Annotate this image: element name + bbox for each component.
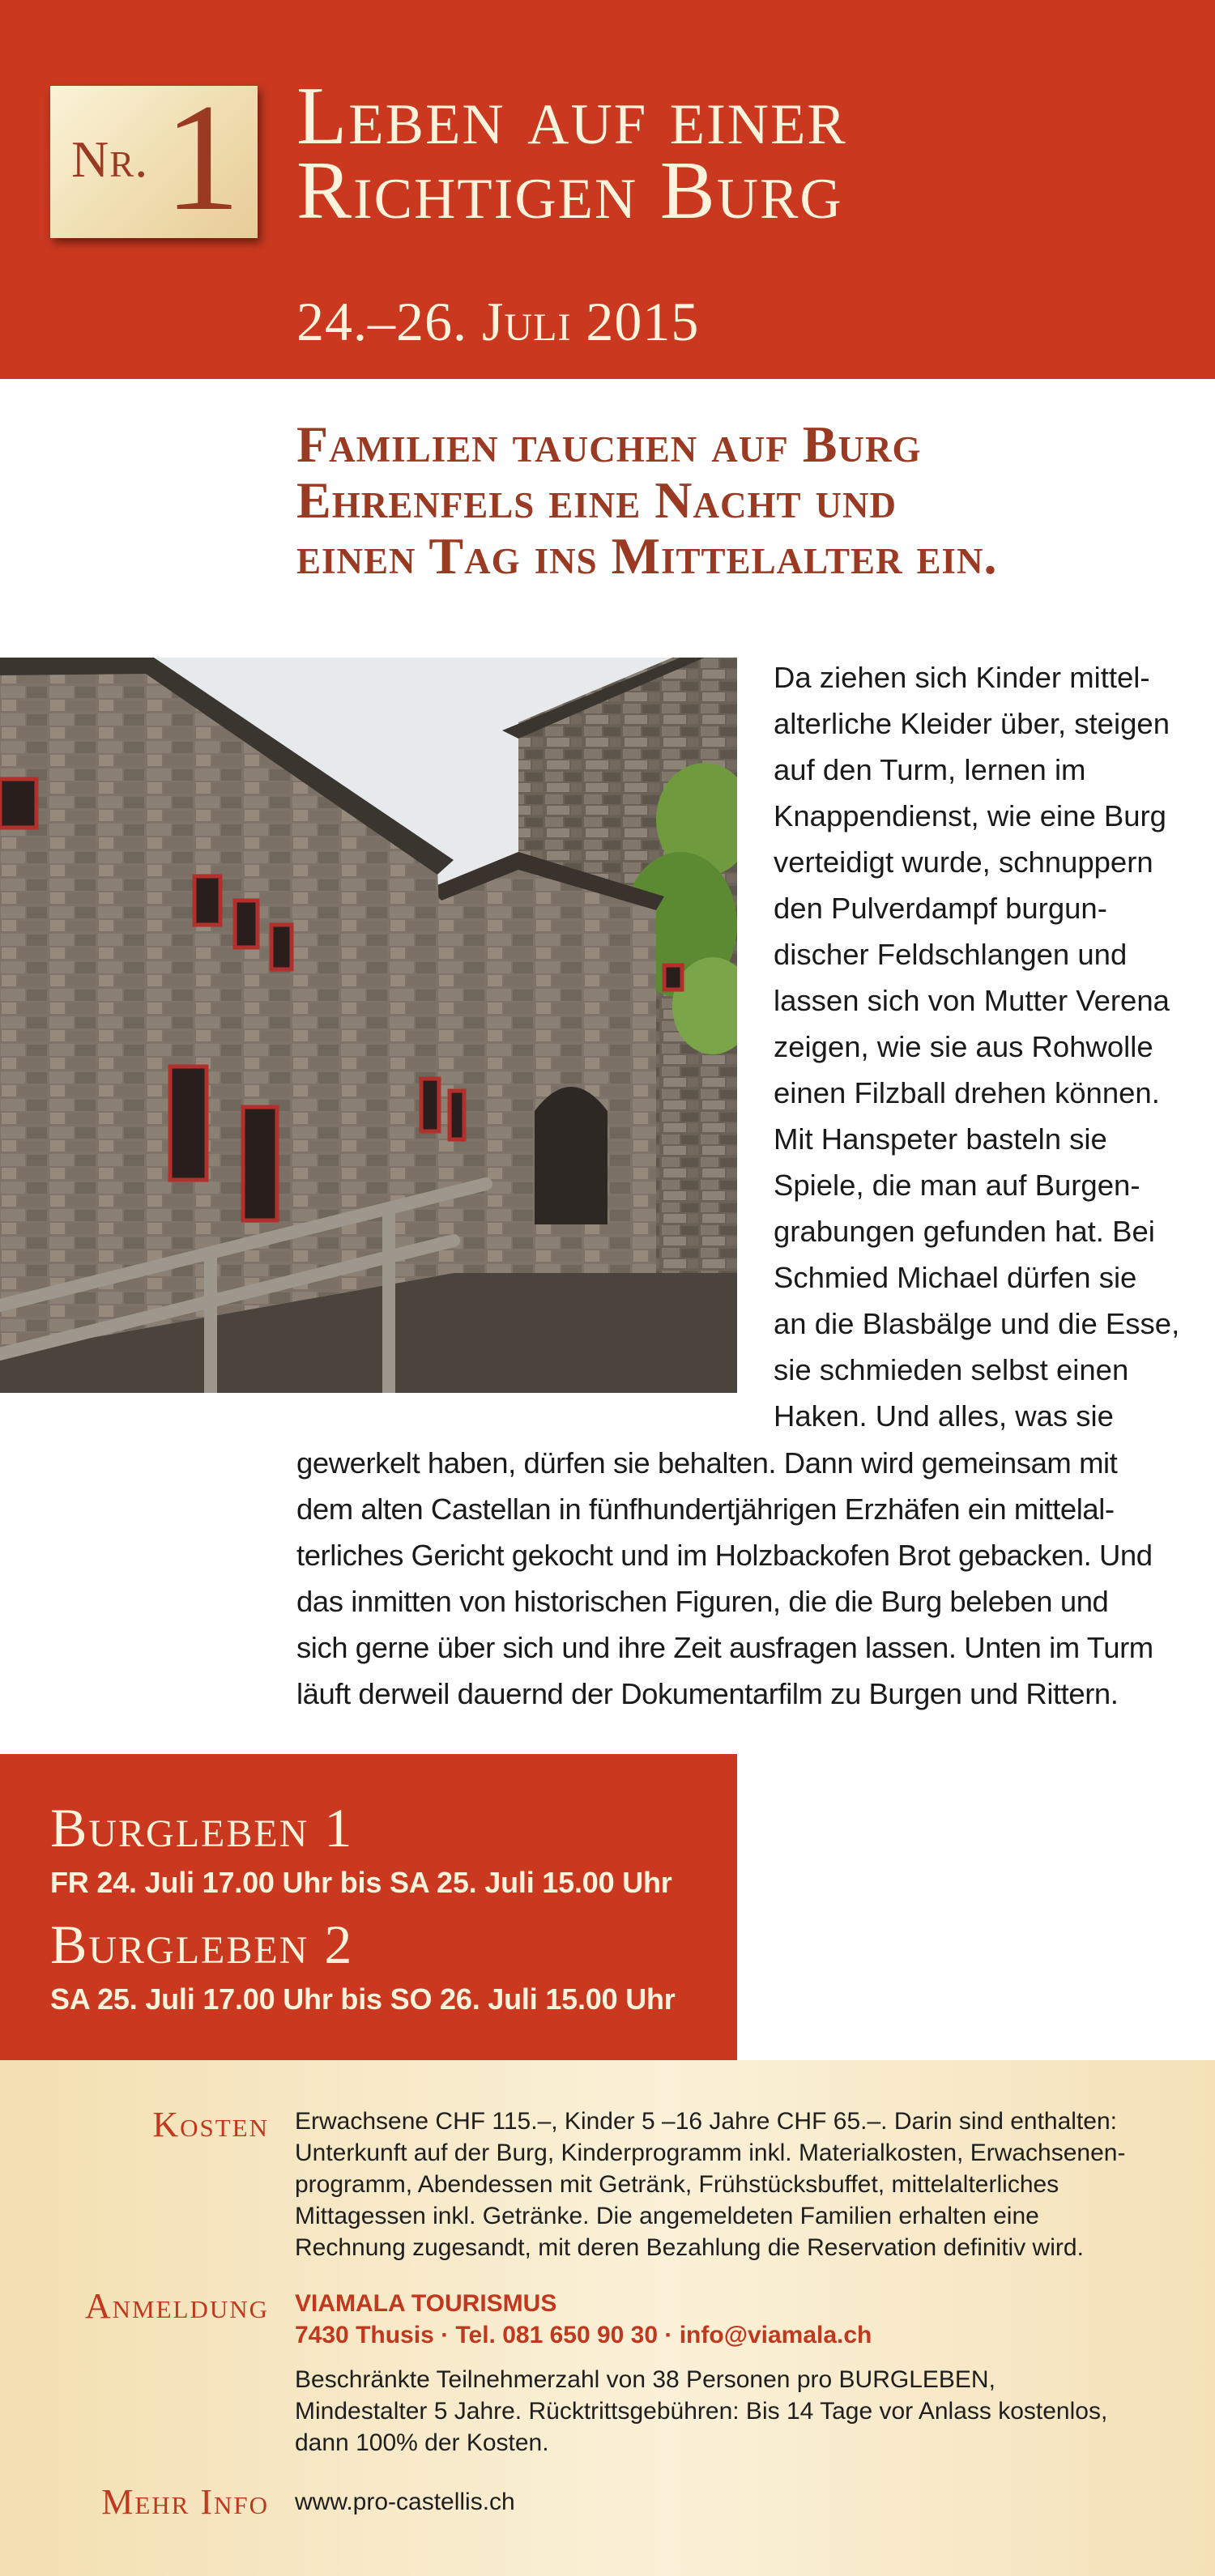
- kosten-line: programm, Abendessen mit Getränk, Frühstücksbuffet, mittelalterliches: [295, 2171, 1059, 2198]
- body-line: alterliche Kleider über, steigen: [774, 707, 1170, 740]
- body-line: lassen sich von Mutter Verena: [774, 984, 1170, 1017]
- schedule-title-2: Burgleben 2: [50, 1914, 354, 1975]
- kosten-text: [295, 2106, 1194, 2263]
- castle-illustration: [0, 658, 737, 1393]
- kosten-line: Unterkunft auf der Burg, Kinderprogramm inkl. Materialkosten, Erwachsenen-: [295, 2140, 1126, 2166]
- body-line: läuft derweil dauernd der Dokumentarfilm zu Burgen und Rittern.: [296, 1677, 1119, 1710]
- body-line: grabungen gefunden hat. Bei: [774, 1215, 1155, 1248]
- anmeldung-line: dann 100% der Kosten.: [295, 2429, 549, 2456]
- number-badge: [50, 73, 258, 243]
- kosten-line: Mittagessen inkl. Getränke. Die angemeldeten Familien erhalten eine: [295, 2203, 1039, 2229]
- body-line: dem alten Castellan in fünfhundertjährigen Erzhäfen ein mittelal-: [296, 1492, 1115, 1526]
- body-line: an die Blasbälge und die Esse,: [774, 1307, 1180, 1340]
- body-line: terliches Gericht gekocht und im Holzbackofen Brot gebacken. Und: [296, 1539, 1153, 1572]
- body-line: sie schmieden selbst einen: [774, 1353, 1129, 1386]
- subtitle-line-3: einen Tag ins Mittelalter ein.: [296, 527, 998, 585]
- info-section: [0, 2060, 1215, 2576]
- schedule-time-2: SA 25. Juli 17.00 Uhr bis SO 26. Juli 15.00 Uhr: [50, 1982, 676, 2016]
- kosten-line: Rechnung zugesandt, mit deren Bezahlung die Reservation definitiv wird.: [295, 2234, 1084, 2261]
- page-title: [296, 70, 1187, 236]
- body-text-wide: [296, 1440, 1196, 1717]
- anmeldung-line: Mindestalter 5 Jahre. Rücktrittsgebühren: Bis 14 Tage vor Anlass kostenlos,: [295, 2398, 1108, 2425]
- badge-prefix: Nr.: [71, 130, 149, 188]
- mehrinfo-label: Mehr Info: [101, 2482, 269, 2522]
- mehrinfo-url[interactable]: www.pro-castellis.ch: [295, 2489, 515, 2515]
- subtitle: [296, 416, 1187, 584]
- body-line: gewerkelt haben, dürfen sie behalten. Dann wird gemeinsam mit: [296, 1446, 1118, 1480]
- body-line: den Pulverdampf burgun-: [774, 892, 1107, 925]
- body-line: Mit Hanspeter basteln sie: [774, 1122, 1107, 1156]
- anmeldung-label: Anmeldung: [84, 2286, 269, 2326]
- body-line: Da ziehen sich Kinder mittel-: [774, 661, 1150, 694]
- body-line: einen Filzball drehen können.: [774, 1076, 1160, 1109]
- body-line: verteidigt wurde, schnuppern: [774, 845, 1153, 879]
- body-line: Schmied Michael dürfen sie: [774, 1261, 1137, 1294]
- event-date: 24.–26. Juli 2015: [296, 291, 700, 352]
- title-line-2: Richtigen Burg: [296, 145, 843, 236]
- title-line-1: Leben auf einer: [296, 70, 847, 162]
- body-line: das inmitten von historischen Figuren, die die Burg beleben und: [296, 1585, 1109, 1618]
- anmeldung-text: [295, 2288, 1194, 2459]
- header-banner: [0, 0, 1215, 379]
- body-line: Spiele, die man auf Burgen-: [774, 1169, 1140, 1202]
- body-line: sich gerne über sich und ihre Zeit ausfragen lassen. Unten im Turm: [296, 1631, 1153, 1664]
- body-line: zeigen, wie sie aus Rohwolle: [774, 1030, 1153, 1063]
- body-line: Haken. Und alles, was sie: [774, 1399, 1114, 1433]
- schedule-box: [0, 1754, 737, 2060]
- kosten-label: Kosten: [152, 2105, 269, 2144]
- castle-photo: [0, 658, 737, 1393]
- body-text-narrow: [774, 654, 1195, 1439]
- anmeldung-line: Beschränkte Teilnehmerzahl von 38 Personen pro BURGLEBEN,: [295, 2366, 995, 2393]
- body-line: discher Feldschlangen und: [774, 938, 1128, 971]
- badge-number: 1: [164, 73, 241, 243]
- anmeldung-org: VIAMALA TOURISMUS: [295, 2290, 557, 2317]
- subtitle-line-2: Ehrenfels eine Nacht und: [296, 471, 897, 529]
- kosten-line: Erwachsene CHF 115.–, Kinder 5 –16 Jahre CHF 65.–. Darin sind enthalten:: [295, 2108, 1117, 2135]
- subtitle-line-1: Familien tauchen auf Burg: [296, 415, 922, 473]
- schedule-title-1: Burgleben 1: [50, 1797, 354, 1859]
- body-line: Knappendienst, wie eine Burg: [774, 799, 1166, 832]
- anmeldung-contact[interactable]: 7430 Thusis · Tel. 081 650 90 30 · info@viamala.ch: [295, 2322, 872, 2348]
- body-line: auf den Turm, lernen im: [774, 753, 1086, 786]
- schedule-time-1: FR 24. Juli 17.00 Uhr bis SA 25. Juli 15.00 Uhr: [50, 1866, 672, 1899]
